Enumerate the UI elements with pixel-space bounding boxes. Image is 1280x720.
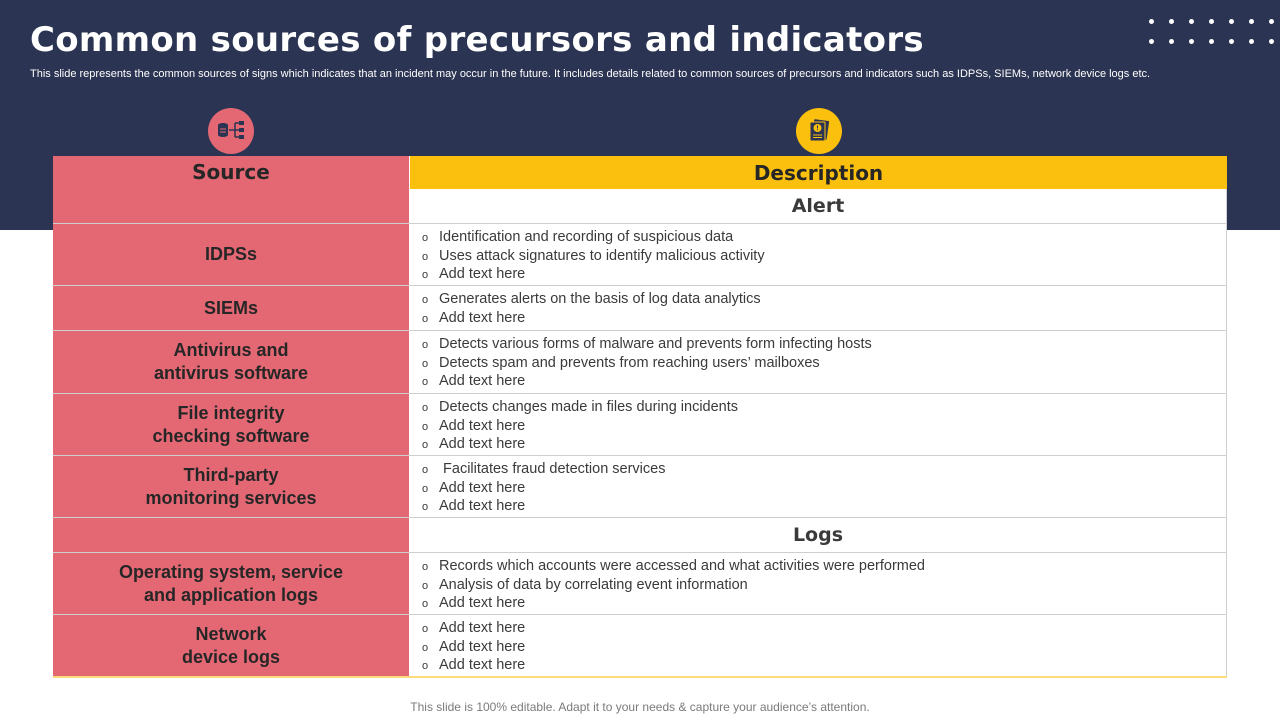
bullet-list <box>422 291 761 328</box>
list-item: o Detects changes made in files during incidents <box>422 399 738 418</box>
bullet-icon: o <box>422 623 429 635</box>
document-alert-icon <box>796 108 842 154</box>
source-cell: SIEMs <box>53 286 409 330</box>
bullet-icon: o <box>422 232 429 244</box>
list-item: o Add text here <box>422 436 738 455</box>
list-item: o Add text here <box>422 266 765 285</box>
bullet-icon: o <box>422 482 429 495</box>
list-item: o Facilitates fraud detection services <box>422 461 665 480</box>
source-column-header: Source <box>53 156 409 189</box>
bullet-icon: o <box>422 641 429 654</box>
bullet-list <box>422 229 765 285</box>
source-cell: IDPSs <box>53 224 409 285</box>
source-cell: Third-party monitoring services <box>53 456 409 517</box>
list-item: o Add text here <box>422 657 525 676</box>
table-row <box>53 286 1227 331</box>
description-cell <box>410 394 1227 455</box>
list-item: o Uses attack signatures to identify malicious activity <box>422 248 765 267</box>
section-row-logs <box>53 518 1227 553</box>
bullet-icon: o <box>422 464 429 476</box>
bullet-icon: o <box>422 357 429 370</box>
bullet-icon: o <box>422 250 429 263</box>
section-label: Alert <box>410 189 1227 223</box>
table-header-row <box>53 156 1227 189</box>
list-item: o Add text here <box>422 498 665 517</box>
bullet-icon: o <box>422 561 429 573</box>
section-row-alert <box>53 189 1227 224</box>
list-item: o Analysis of data by correlating event information <box>422 577 925 596</box>
bullet-icon: o <box>422 598 429 611</box>
list-item: o Records which accounts were accessed and what activities were performed <box>422 558 925 577</box>
bullet-icon: o <box>422 294 429 306</box>
list-item: o Add text here <box>422 418 738 437</box>
source-cell: Operating system, service and application logs <box>53 553 409 614</box>
table-row <box>53 331 1227 394</box>
bullet-icon: o <box>422 269 429 282</box>
description-cell <box>410 456 1227 517</box>
decorative-dots <box>1142 12 1272 52</box>
description-cell <box>410 286 1227 330</box>
table-row <box>53 456 1227 518</box>
list-item: o Add text here <box>422 639 525 658</box>
database-network-icon <box>208 108 254 154</box>
section-label: Logs <box>410 518 1227 552</box>
table-row <box>53 553 1227 615</box>
bullet-list <box>422 558 925 614</box>
bullet-list <box>422 620 525 676</box>
bullet-icon: o <box>422 660 429 673</box>
list-item: o Add text here <box>422 310 761 329</box>
description-cell <box>410 331 1227 393</box>
description-cell <box>410 224 1227 285</box>
page-subtitle: This slide represents the common sources of signs which indicates that an incident may occur in the future. It includes details related to common sources of precursors and indicators such as IDPSs, SIEMs, network device logs etc. <box>30 68 1151 80</box>
bullet-icon: o <box>422 439 429 452</box>
bullet-icon: o <box>422 339 429 351</box>
list-item: o Add text here <box>422 373 872 392</box>
sources-table <box>53 156 1227 678</box>
list-item: o Add text here <box>422 595 925 614</box>
list-item: o Add text here <box>422 480 665 499</box>
list-item: o Generates alerts on the basis of log data analytics <box>422 291 761 310</box>
list-item: o Detects various forms of malware and prevents form infecting hosts <box>422 336 872 355</box>
table-row <box>53 394 1227 456</box>
list-item: o Identification and recording of suspicious data <box>422 229 765 248</box>
list-item: o Detects spam and prevents from reaching users’ mailboxes <box>422 355 872 374</box>
description-cell <box>410 553 1227 614</box>
source-cell: Network device logs <box>53 615 409 676</box>
bullet-list <box>422 399 738 455</box>
source-cell: File integrity checking software <box>53 394 409 455</box>
bullet-list <box>422 336 872 392</box>
bullet-icon: o <box>422 402 429 414</box>
bullet-icon: o <box>422 312 429 325</box>
footer-note: This slide is 100% editable. Adapt it to your needs & capture your audience’s attention. <box>410 700 870 714</box>
page-title: Common sources of precursors and indicators <box>30 20 924 60</box>
description-cell <box>410 615 1227 676</box>
bullet-icon: o <box>422 376 429 389</box>
bullet-icon: o <box>422 501 429 514</box>
list-item: o Add text here <box>422 620 525 639</box>
description-column-header: Description <box>410 156 1227 189</box>
table-row <box>53 224 1227 286</box>
table-row <box>53 615 1227 676</box>
bullet-list <box>422 461 665 517</box>
source-cell: Antivirus and antivirus software <box>53 331 409 393</box>
bullet-icon: o <box>422 579 429 592</box>
bullet-icon: o <box>422 420 429 433</box>
